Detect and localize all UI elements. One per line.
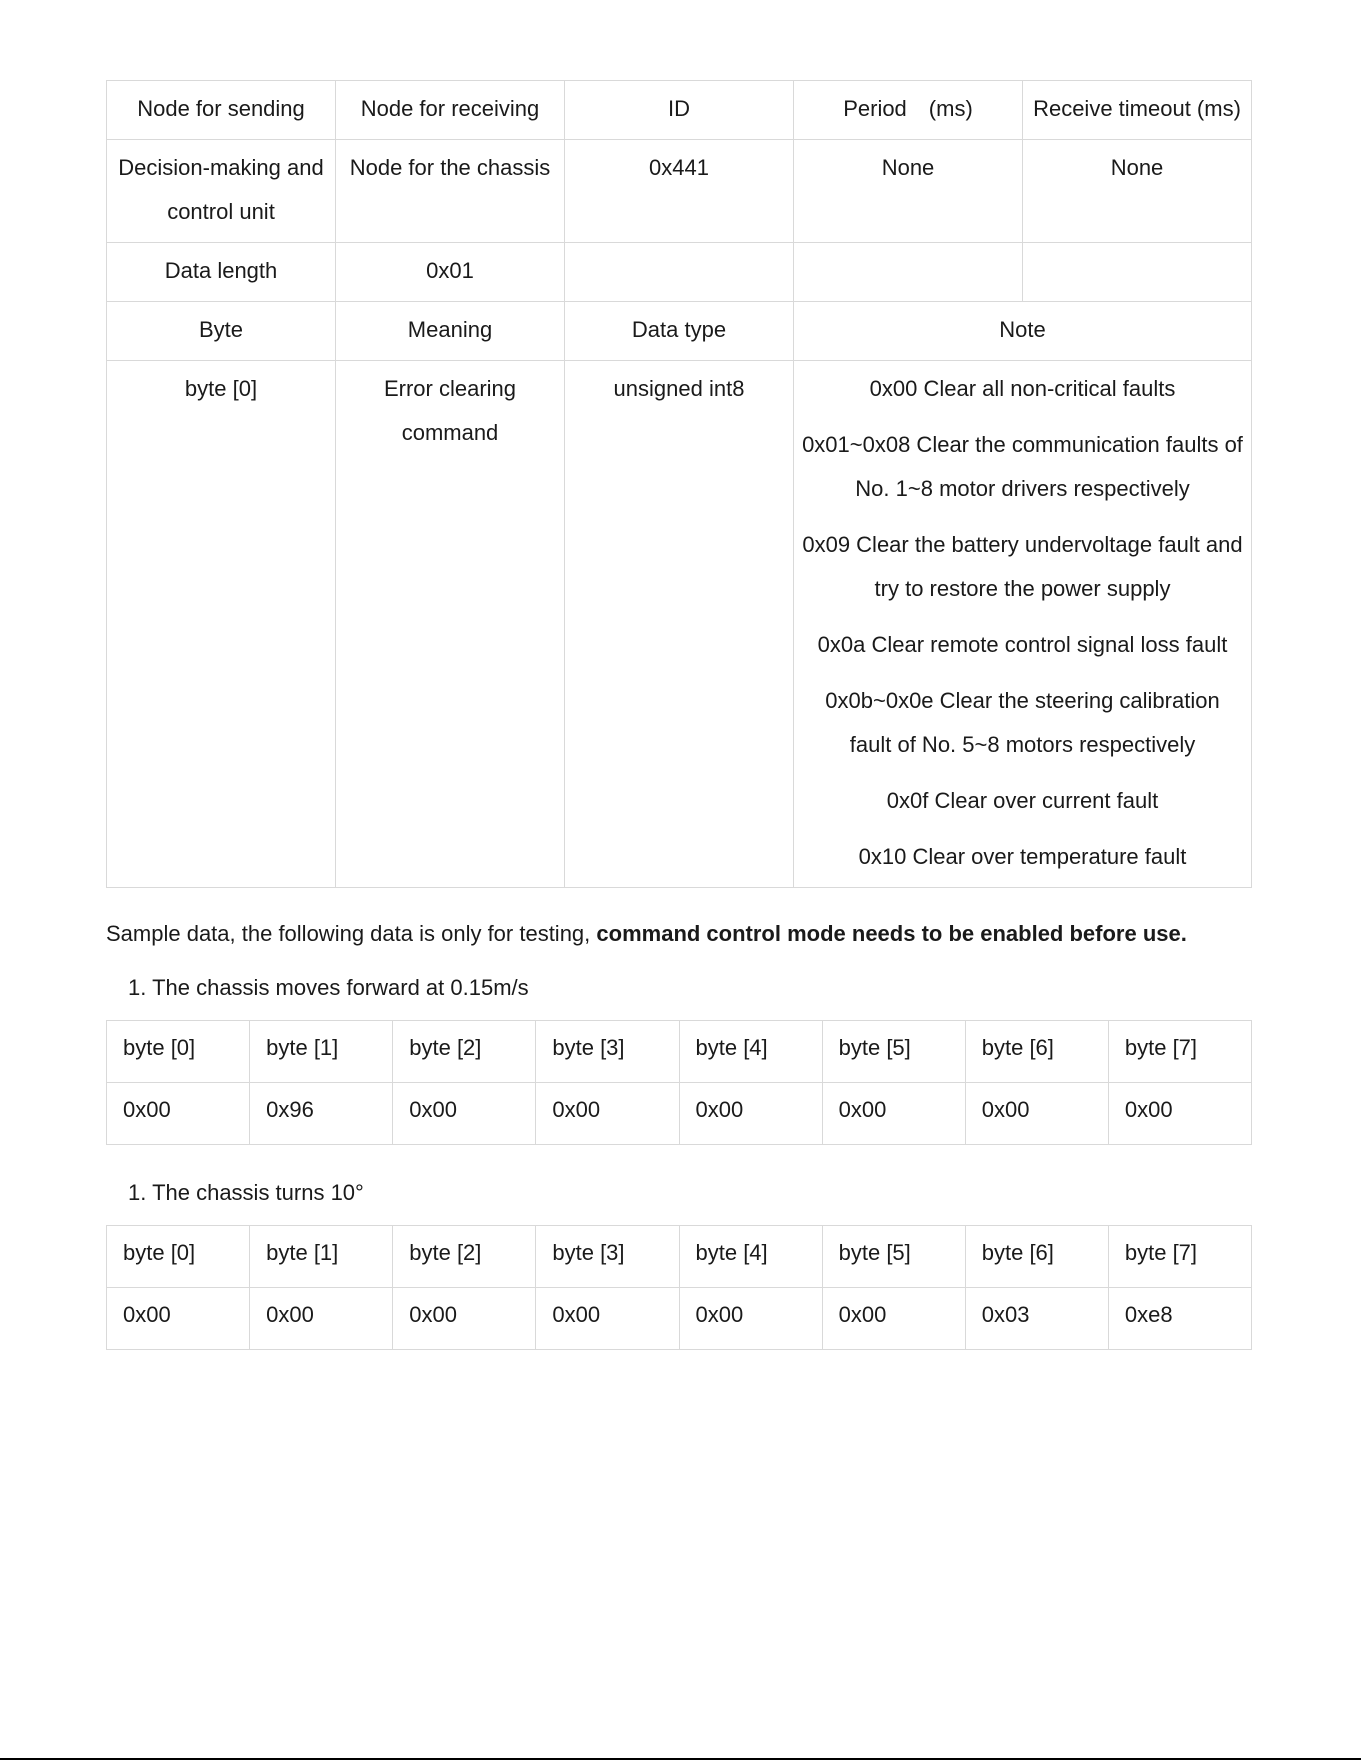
example-table [106,1225,1252,1350]
sample-paragraph [106,912,1252,956]
table-header-row [107,1226,1252,1288]
table-row [107,140,1252,243]
table-row [107,1083,1252,1145]
page-bottom-divider [0,1758,1361,1760]
table-cell: 0x00 [1108,1083,1251,1145]
table-cell: 0xe8 [1108,1288,1251,1350]
table-cell [565,243,794,302]
header-cell: Data type [565,302,794,361]
header-cell: Meaning [336,302,565,361]
document-page [106,80,1252,1350]
table-cell: 0x00 [393,1083,536,1145]
header-cell: Note [794,302,1252,361]
table-row [107,243,1252,302]
note-line: 0x01~0x08 Clear the communication faults of No. 1~8 motor drivers respectively [802,432,1243,501]
note-line: 0x0f Clear over current fault [886,788,1159,813]
header-cell: byte [4] [679,1226,822,1288]
header-cell: Node for sending [107,81,336,140]
table-header-row [107,81,1252,140]
table-cell: 0x00 [679,1288,822,1350]
table-cell: Decision-making and control unit [107,140,336,243]
table-cell: Error clearing command [336,361,565,888]
table-cell: 0x00 [965,1083,1108,1145]
table-subheader-row [107,302,1252,361]
sample-text: Sample data, the following data is only for testing, [106,921,597,946]
header-cell: ID [565,81,794,140]
header-cell: Receive timeout (ms) [1023,81,1252,140]
header-cell: Node for receiving [336,81,565,140]
header-cell: byte [2] [393,1226,536,1288]
header-cell: byte [5] [822,1021,965,1083]
table-cell: 0x00 [250,1288,393,1350]
note-line: 0x10 Clear over temperature fault [858,844,1187,869]
table-cell: 0x441 [565,140,794,243]
header-cell: byte [5] [822,1226,965,1288]
table-cell: 0x00 [822,1288,965,1350]
header-cell: byte [3] [536,1021,679,1083]
table-cell: 0x00 [822,1083,965,1145]
header-cell: byte [7] [1108,1021,1251,1083]
table-cell: 0x96 [250,1083,393,1145]
header-cell: byte [1] [250,1021,393,1083]
header-cell: Period (ms) [794,81,1023,140]
table-cell: 0x00 [107,1288,250,1350]
table-cell [794,243,1023,302]
table-cell: 0x00 [679,1083,822,1145]
table-cell: 0x00 [107,1083,250,1145]
note-line: 0x0b~0x0e Clear the steering calibration fault of No. 5~8 motors respectively [825,688,1220,757]
table-cell: Data length [107,243,336,302]
header-cell: byte [4] [679,1021,822,1083]
table-cell: unsigned int8 [565,361,794,888]
sample-warning: command control mode needs to be enabled before use. [596,921,1187,946]
note-line: 0x09 Clear the battery undervoltage fault and try to restore the power supply [802,532,1243,601]
table-cell: 0x01 [336,243,565,302]
table-header-row [107,1021,1252,1083]
header-cell: byte [2] [393,1021,536,1083]
example-table [106,1020,1252,1145]
table-row [107,1288,1252,1350]
table-cell: 0x00 [536,1288,679,1350]
table-cell: 0x03 [965,1288,1108,1350]
table-cell: Node for the chassis [336,140,565,243]
header-cell: byte [7] [1108,1226,1251,1288]
example-title: 1. The chassis turns 10° [128,1180,364,1205]
table-cell [1023,243,1252,302]
header-cell: Byte [107,302,336,361]
table-cell: None [794,140,1023,243]
note-line: 0x00 Clear all non-critical faults [869,376,1176,401]
table-cell: 0x00 [393,1288,536,1350]
table-cell: byte [0] [107,361,336,888]
table-row [107,361,1252,888]
header-cell: byte [0] [107,1021,250,1083]
table-cell: None [1023,140,1252,243]
header-cell: byte [1] [250,1226,393,1288]
header-cell: byte [6] [965,1226,1108,1288]
note-cell [794,361,1252,888]
header-cell: byte [0] [107,1226,250,1288]
table-cell: 0x00 [536,1083,679,1145]
note-line: 0x0a Clear remote control signal loss fault [817,632,1228,657]
can-message-table [106,80,1252,888]
example-title: 1. The chassis moves forward at 0.15m/s [128,975,529,1000]
header-cell: byte [6] [965,1021,1108,1083]
header-cell: byte [3] [536,1226,679,1288]
